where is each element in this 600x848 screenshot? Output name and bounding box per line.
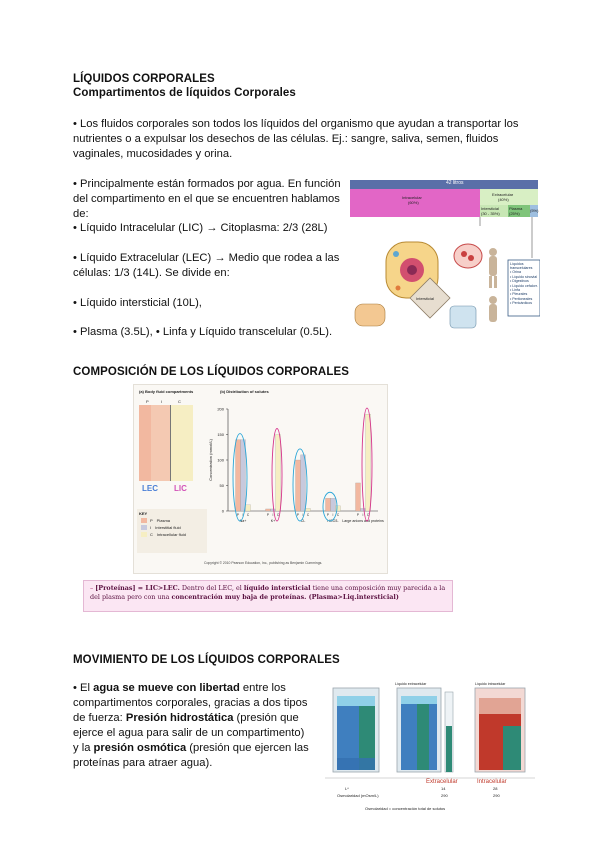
movement-paragraph xyxy=(73,681,313,771)
legend-item: • Pleurales xyxy=(510,292,528,297)
bar-code-label: P xyxy=(326,513,330,517)
movement-text: (presión que ejercen las proteínas para atraer agua). xyxy=(73,742,309,769)
legend-item: • Peritoneales xyxy=(510,296,533,301)
bar-intracellular-fluid xyxy=(336,506,341,511)
lic-paragraph: • Líquido Intracelular (LIC) → Citoplasma: 2/3 (28L) xyxy=(73,222,328,234)
total-volume-label: 42 litros xyxy=(446,180,464,186)
bar-plasma xyxy=(266,509,271,511)
intracelular-label: Intracelular xyxy=(402,195,422,200)
key-swatch xyxy=(141,518,147,523)
legend-item: • Digestivos xyxy=(510,279,529,284)
legend-item: • Líquido cefalorr. xyxy=(510,283,538,288)
bar-code-label: I xyxy=(302,513,304,517)
note-bold: concentración muy baja de proteínas xyxy=(171,592,305,601)
bar-plasma xyxy=(296,460,301,511)
human-figure-icon xyxy=(489,248,497,322)
legend-item: • Líquido sinovial xyxy=(510,274,538,279)
plasma-pct: (25%) xyxy=(509,211,520,216)
y-axis-label: Concentration (mmol/L) xyxy=(208,439,213,481)
key-code: C xyxy=(150,532,153,537)
bar-code-label: C xyxy=(246,513,250,517)
category-label: HCO3- xyxy=(327,519,339,523)
y-tick-label: 50 xyxy=(219,483,224,488)
bar-code-label: P xyxy=(266,513,270,517)
bar-code-label: C xyxy=(306,513,310,517)
key-code: I xyxy=(150,525,152,530)
panel-a-title: (a) Body fluid compartments xyxy=(139,389,194,394)
intersticial-paragraph: • Líquido intersticial (10L), xyxy=(73,297,202,309)
vessel-illustration xyxy=(454,244,482,268)
bar-code-label: C xyxy=(336,513,340,517)
lic-label: LIC xyxy=(174,484,187,493)
col-label-i: I xyxy=(161,399,163,404)
key-row xyxy=(141,518,207,523)
bar-interstitial-fluid xyxy=(301,455,306,511)
volume-right: 28 xyxy=(493,786,498,791)
movement-text: (presión que ejerce el agua para salir de un compartimento) y la xyxy=(73,712,305,754)
composition-paragraph: • Principalmente están formados por agua. En función del compartimento en el que se encuentren hablamos de: xyxy=(73,178,341,220)
interstitial-column xyxy=(151,405,171,481)
col-label-p: P xyxy=(146,399,149,404)
bar-code-label: C xyxy=(366,513,370,517)
note-end: . (Plasma>Liq.intersticial) xyxy=(304,592,399,601)
bar-code-label: I xyxy=(272,513,274,517)
total-volume-bar xyxy=(350,180,538,189)
compartments-figure xyxy=(350,178,540,340)
note-dash: – xyxy=(90,584,96,592)
column-divider xyxy=(170,405,171,481)
y-tick-label: 150 xyxy=(217,432,224,437)
volume-label: L* xyxy=(345,786,349,791)
legend-item: • Pericárdicos xyxy=(510,301,533,306)
osmolarity-left: 290 xyxy=(441,793,448,798)
bar-code-label: I xyxy=(242,513,244,517)
movement-bold: agua se mueve con libertad xyxy=(93,682,240,694)
y-tick-label: 0 xyxy=(221,508,224,514)
key-label: Plasma xyxy=(156,518,171,523)
note-bold: líquido intersticial xyxy=(243,584,311,592)
osmolarity-figure xyxy=(325,682,535,818)
legend-title: Líquidos transcelulares xyxy=(510,262,533,271)
lec-paragraph: • Líquido Extracelular (LEC) → Medio que rodea a las células: 1/3 (14L). Se divide en: xyxy=(73,252,340,279)
movement-bold: Presión hidrostática xyxy=(125,712,234,724)
note-text: tiene una composición muy parecida a la del plasma pero con una xyxy=(90,584,446,601)
bar-plasma xyxy=(356,483,361,511)
key-row xyxy=(141,532,207,537)
bar-intracellular-fluid xyxy=(276,435,281,512)
bar-interstitial-fluid xyxy=(271,509,276,511)
intracellular-column xyxy=(171,405,193,481)
movement-text: entre los compartimentos corporales, gracias a dos tipos de fuerza: xyxy=(73,682,308,724)
category-label: Large anions and proteins xyxy=(342,519,384,523)
bar-code-label: C xyxy=(276,513,280,517)
plasma-paragraph: • Plasma (3.5L), • Linfa y Líquido transcelular (0.5L). xyxy=(73,326,333,338)
y-tick-label: 100 xyxy=(217,457,224,463)
movement-text: • El xyxy=(73,682,94,694)
intro-paragraph: • Los fluidos corporales son todos los líquidos del organismo que ayudan a transportar los nutrientes o a expulsar los desechos de las células. Ej.: sangre, saliva, semen, fluidos vaginales, mucosidades y orina. xyxy=(73,118,519,160)
transcelular-pct: (5%) xyxy=(530,208,539,213)
figure-caption: Copyright © 2010 Pearson Education, Inc., publishing as Benjamin Cummings. xyxy=(204,561,323,565)
solutes-figure xyxy=(133,384,388,574)
lec-label: LEC xyxy=(142,484,158,493)
extracelular-pct: (40%) xyxy=(498,197,509,202)
page-subtitle: Compartimentos de líquidos Corporales xyxy=(73,87,296,99)
movement-title: MOVIMIENTO DE LOS LÍQUIDOS CORPORALES xyxy=(73,654,340,666)
y-tick-label: 200 xyxy=(217,406,224,412)
bar-interstitial-fluid xyxy=(361,508,366,511)
bar-code-label: P xyxy=(356,513,360,517)
intracelular-caption: Intracelular xyxy=(477,779,507,785)
bar-plasma xyxy=(326,498,331,511)
plasma-label: Plasma xyxy=(509,206,523,211)
movement-bold: presión osmótica xyxy=(93,742,187,754)
figure-key xyxy=(137,509,207,553)
extracelular-caption: Extracelular xyxy=(426,779,458,785)
note-prefix: [Proteínas] = LIC>LEC. xyxy=(95,584,180,592)
bar-code-label: P xyxy=(236,513,240,517)
extracelular-label: Extracelular xyxy=(492,192,514,197)
intracelular-pct: (60%) xyxy=(408,200,419,205)
osmolarity-label: Osmolaridad (mOsm/L) xyxy=(337,793,379,798)
key-label: Intracellular fluid xyxy=(156,532,187,537)
key-title: KEY xyxy=(139,511,148,516)
diagram-intersticial-label: Intersticial xyxy=(416,296,435,301)
category-label: Na+ xyxy=(239,519,247,523)
bar-intracellular-fluid xyxy=(366,414,371,511)
bar-interstitial-fluid xyxy=(241,440,246,511)
solutes-chart xyxy=(204,397,384,547)
bar-intracellular-fluid xyxy=(306,508,311,511)
col-label-c: C xyxy=(178,399,181,404)
bar-plasma xyxy=(236,440,241,511)
key-label: Interstitial fluid xyxy=(155,525,181,530)
key-code: P xyxy=(150,518,153,523)
bar-code-label: P xyxy=(296,513,300,517)
proteins-note xyxy=(83,580,453,612)
osmolarity-right: 290 xyxy=(493,793,500,798)
page-title: LÍQUIDOS CORPORALES xyxy=(73,73,215,85)
key-swatch xyxy=(141,532,147,537)
bar-intracellular-fluid xyxy=(246,505,251,511)
plasma-column xyxy=(139,405,151,481)
extracellular-fluid-label: Líquido extracelular xyxy=(395,682,427,686)
panel-b-title: (b) Distribution of solutes xyxy=(220,389,269,394)
key-swatch xyxy=(141,525,147,530)
osmolarity-caption: Osmolaridad = concentración total de solutos xyxy=(365,806,446,811)
composition-title: COMPOSICIÓN DE LOS LÍQUIDOS CORPORALES xyxy=(73,366,349,378)
transcelular-legend xyxy=(510,262,540,306)
bar-interstitial-fluid xyxy=(331,498,336,511)
volume-left: 14 xyxy=(441,786,446,791)
legend-item: • Orina xyxy=(510,270,522,275)
intracellular-fluid-label: Líquido intracelular xyxy=(475,682,506,686)
intersticial-label: Intersticial xyxy=(481,206,500,211)
key-row xyxy=(141,525,207,530)
category-label: Cl- xyxy=(300,519,306,523)
category-label: K+ xyxy=(270,519,276,523)
legend-item: • Linfa xyxy=(510,288,521,293)
intersticial-pct: (30 - 35%) xyxy=(481,211,500,216)
bar-code-label: I xyxy=(362,513,364,517)
note-text: Dentro del LEC, el xyxy=(179,584,244,592)
bar-code-label: I xyxy=(332,513,334,517)
